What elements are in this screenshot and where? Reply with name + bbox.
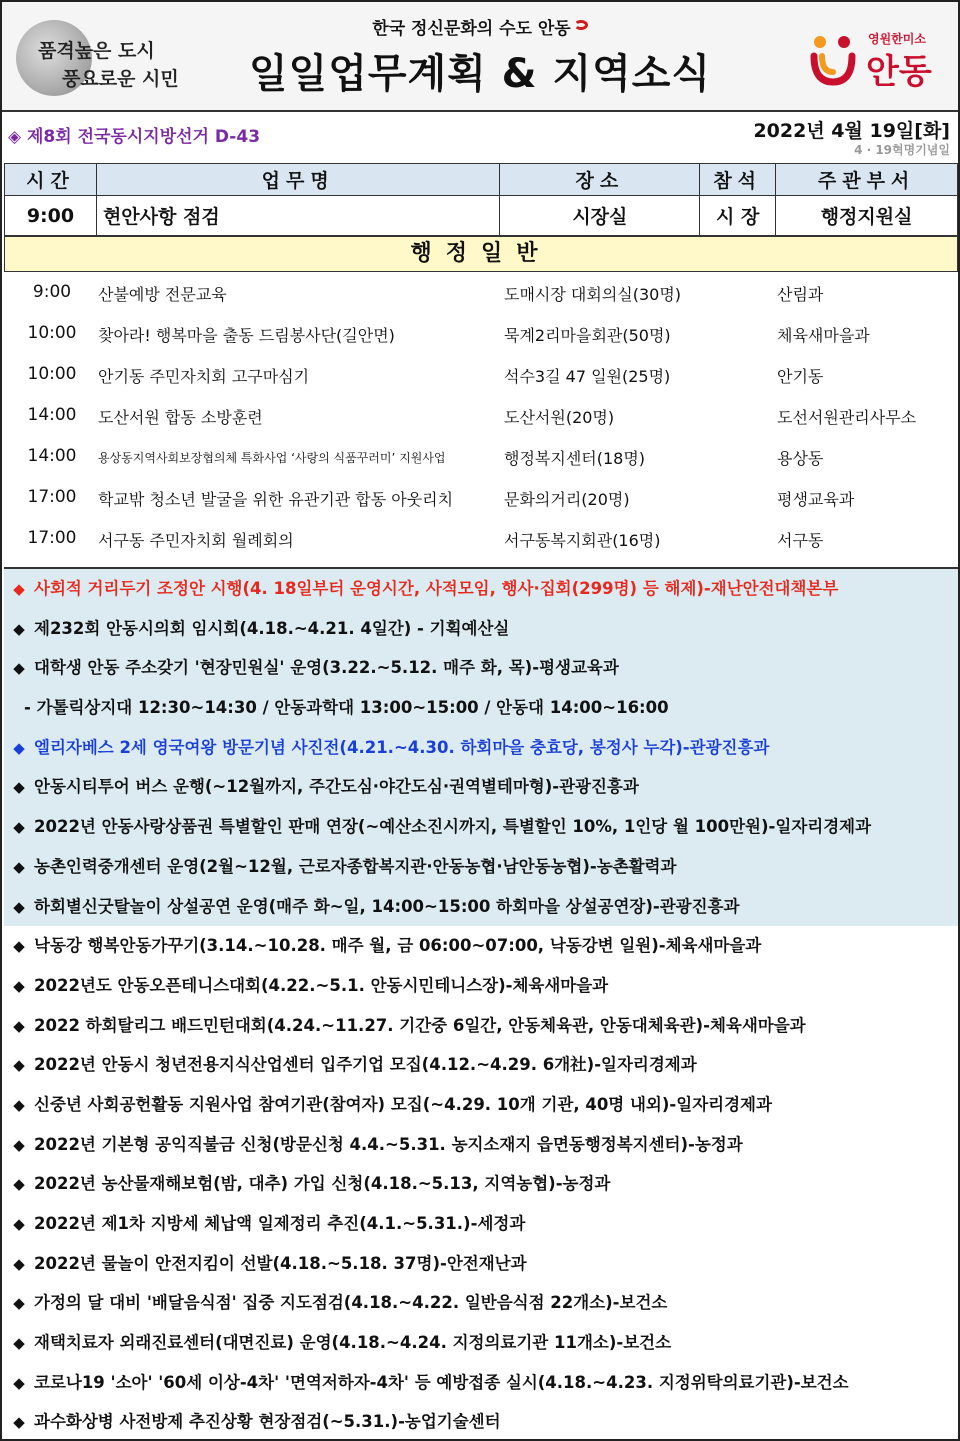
diamond-bullet-icon: ◆ bbox=[13, 897, 25, 916]
notice-item bbox=[4, 1164, 958, 1204]
andong-logo bbox=[808, 24, 938, 94]
list-item bbox=[4, 395, 958, 436]
table-row bbox=[5, 196, 958, 236]
diamond-bullet-icon: ◆ bbox=[13, 778, 25, 797]
item-dept: 도선서원관리사무소 bbox=[777, 408, 917, 427]
notice-item bbox=[4, 887, 958, 927]
notice-text: 2022년 기본형 공익직불금 신청(방문신청 4.4.~5.31. 농지소재지 읍면동행정복지센터)-농정과 bbox=[34, 1134, 743, 1154]
notice-text: 엘리자베스 2세 영국여왕 방문기념 사진전(4.21.~4.30. 하회마을 충효당, 봉정사 누각)-관광진흥과 bbox=[34, 737, 770, 757]
diamond-bullet-icon: ◆ bbox=[13, 1175, 25, 1194]
notice-text: 대학생 안동 주소갖기 '현장민원실' 운영(3.22.~5.12. 매주 화, 목)-평생교육과 bbox=[34, 658, 619, 678]
diamond-bullet-icon: ◆ bbox=[13, 937, 25, 956]
item-dept: 평생교육과 bbox=[777, 490, 855, 509]
cell-dept: 행정지원실 bbox=[776, 196, 958, 236]
item-time: 17:00 bbox=[27, 528, 77, 548]
notice-text: 2022 하회탈리그 배드민턴대회(4.24.~11.27. 기간중 6일간, 안동체육관, 안동대체육관)-체육새마을과 bbox=[34, 1015, 806, 1035]
diamond-bullet-icon: ◆ bbox=[13, 1016, 25, 1035]
page-title: 일일업무계획 & 지역소식 bbox=[248, 51, 712, 97]
header bbox=[2, 2, 958, 112]
item-place: 석수3길 47 일원(25명) bbox=[504, 367, 671, 386]
diamond-bullet-icon: ◆ bbox=[13, 738, 25, 757]
item-place: 서구동복지회관(16명) bbox=[504, 531, 661, 550]
election-countdown: ◈ 제8회 전국동시지방선거 D-43 bbox=[8, 127, 261, 147]
diamond-bullet-icon: ◆ bbox=[13, 1334, 25, 1353]
notice-text: 2022년 물놀이 안전지킴이 선발(4.18.~5.18. 37명)-안전재난과 bbox=[34, 1253, 527, 1273]
list-item bbox=[4, 354, 958, 395]
notice-item bbox=[4, 1125, 958, 1165]
item-task: 학교밖 청소년 발굴을 위한 유관기관 합동 아웃리치 bbox=[98, 490, 454, 509]
header-task: 업무명 bbox=[96, 164, 500, 196]
item-place: 문화의거리(20명) bbox=[504, 490, 630, 509]
item-dept: 산림과 bbox=[777, 285, 824, 304]
item-dept: 안기동 bbox=[777, 367, 824, 386]
slogan-line2: 풍요로운 시민 bbox=[62, 68, 179, 90]
item-time: 14:00 bbox=[27, 446, 77, 466]
admin-schedule-list bbox=[4, 272, 958, 566]
notice-item bbox=[4, 966, 958, 1006]
item-time: 10:00 bbox=[27, 323, 77, 343]
list-item bbox=[4, 477, 958, 518]
diamond-bullet-icon: ◆ bbox=[13, 1056, 25, 1075]
notice-text: 코로나19 '소아' '60세 이상-4차' '면역저하자-4차' 등 예방접종 실시(4.18.~4.23. 지정위탁의료기관)-보건소 bbox=[34, 1372, 849, 1392]
notice-text: 낙동강 행복안동가꾸기(3.14.~10.28. 매주 월, 금 06:00~07:00, 낙동강변 일원)-체육새마을과 bbox=[34, 936, 762, 956]
item-task: 용상동지역사회보장협의체 특화사업 ‘사랑의 식품꾸러미’ 지원사업 bbox=[98, 451, 446, 465]
header-time: 시간 bbox=[5, 164, 97, 196]
notice-list bbox=[4, 567, 958, 1441]
item-place: 묵계2리마을회관(50명) bbox=[504, 326, 671, 345]
notice-item bbox=[4, 609, 958, 649]
notice-text: 사회적 거리두기 조정안 시행(4. 18일부터 운영시간, 사적모임, 행사·집회(299명) 등 해제)-재난안전대책본부 bbox=[34, 579, 839, 598]
logo-name: 안동 bbox=[866, 52, 932, 92]
notice-item bbox=[4, 569, 958, 609]
diamond-bullet-icon: ◆ bbox=[13, 857, 25, 876]
notice-item bbox=[4, 1363, 958, 1403]
diamond-bullet-icon: ◆ bbox=[13, 1413, 25, 1432]
notice-text: 2022년 안동시 청년전용지식산업센터 입주기업 모집(4.12.~4.29. 6개社)-일자리경제과 bbox=[34, 1055, 697, 1075]
item-dept: 서구동 bbox=[777, 531, 824, 550]
item-task: 산불예방 전문교육 bbox=[98, 285, 227, 304]
notice-text: 안동시티투어 버스 운행(~12월까지, 주간도심·야간도심·권역별테마형)-관광진흥과 bbox=[34, 777, 639, 797]
notice-item bbox=[4, 1283, 958, 1323]
notice-item bbox=[4, 648, 958, 688]
header-attendee: 참석 bbox=[700, 164, 776, 196]
cell-attendee: 시 장 bbox=[700, 196, 776, 236]
notice-text: 하회별신굿탈놀이 상설공연 운영(매주 화~일, 14:00~15:00 하회마을 상설공연장)-관광진흥과 bbox=[34, 896, 740, 916]
slogan-line1: 품격높은 도시 bbox=[38, 40, 155, 62]
item-place: 도매시장 대회의실(30명) bbox=[504, 285, 682, 304]
item-time: 10:00 bbox=[27, 364, 77, 384]
diamond-bullet-icon: ◆ bbox=[13, 1294, 25, 1313]
header-subtitle-text: 한국 정신문화의 수도 안동 bbox=[372, 19, 571, 39]
notice-text: 2022년 안동사랑상품권 특별할인 판매 연장(~예산소진시까지, 특별할인 10%, 1인당 월 100만원)-일자리경제과 bbox=[34, 817, 872, 837]
cell-place: 시장실 bbox=[500, 196, 700, 236]
item-task: 안기동 주민자치회 고구마심기 bbox=[98, 367, 310, 386]
notice-item bbox=[4, 847, 958, 887]
notice-text: 2022년 농산물재해보험(밤, 대추) 가입 신청(4.18.~5.13, 지역농협)-농정과 bbox=[34, 1174, 611, 1194]
notice-item bbox=[4, 1204, 958, 1244]
cell-time: 9:00 bbox=[5, 196, 97, 236]
notice-item bbox=[4, 926, 958, 966]
item-task: 찾아라! 행복마을 출동 드림봉사단(길안면) bbox=[98, 326, 395, 345]
swirl-icon bbox=[574, 20, 588, 30]
diamond-bullet-icon: ◆ bbox=[13, 1095, 25, 1114]
diamond-bullet-icon: ◆ bbox=[13, 1135, 25, 1154]
notice-text: - 가톨릭상지대 12:30~14:30 / 안동과학대 13:00~15:00 / 안동대 14:00~16:00 bbox=[24, 698, 669, 718]
list-item bbox=[4, 272, 958, 313]
cell-task: 현안사항 점검 bbox=[96, 196, 500, 236]
notice-text: 신중년 사회공헌활동 지원사업 참여기관(참여자) 모집(~4.29. 10개 기관, 40명 내외)-일자리경제과 bbox=[34, 1094, 772, 1114]
item-task: 서구동 주민자치회 월례회의 bbox=[98, 531, 294, 550]
notice-item bbox=[4, 1244, 958, 1284]
table-header-row bbox=[5, 164, 958, 196]
diamond-bullet-icon: ◆ bbox=[13, 619, 25, 638]
notice-text: 과수화상병 사전방제 추진상황 현장점검(~5.31.)-농업기술센터 bbox=[34, 1412, 501, 1432]
date-holiday: 4 · 19혁명기념일 bbox=[854, 143, 950, 157]
diamond-bullet-icon: ◆ bbox=[13, 976, 25, 995]
notice-item bbox=[4, 807, 958, 847]
item-dept: 체육새마을과 bbox=[777, 326, 870, 345]
notice-text: 2022년도 안동오픈테니스대회(4.22.~5.1. 안동시민테니스장)-체육새마을과 bbox=[34, 975, 609, 995]
logo-tagline: 영원한미소 bbox=[868, 32, 926, 46]
header-place: 장소 bbox=[500, 164, 700, 196]
diamond-bullet-icon: ◆ bbox=[13, 1215, 25, 1233]
notice-text: 농촌인력중개센터 운영(2월~12월, 근로자종합복지관·안동농협·남안동농협)-농촌활력과 bbox=[34, 856, 677, 876]
list-item bbox=[4, 518, 958, 559]
item-place: 행정복지센터(18명) bbox=[504, 449, 646, 468]
item-task: 도산서원 합동 소방훈련 bbox=[98, 408, 263, 427]
list-item bbox=[4, 313, 958, 354]
notice-item bbox=[4, 688, 958, 728]
diamond-bullet-icon: ◆ bbox=[13, 659, 25, 678]
diamond-bullet-icon: ◆ bbox=[13, 818, 25, 837]
item-place: 도산서원(20명) bbox=[504, 408, 615, 427]
item-dept: 용상동 bbox=[777, 449, 824, 468]
notice-text: 제232회 안동시의회 임시회(4.18.~4.21. 4일간) - 기획예산실 bbox=[34, 618, 510, 638]
notice-text: 재택치료자 외래진료센터(대면진료) 운영(4.18.~4.24. 지정의료기관 11개소)-보건소 bbox=[34, 1333, 672, 1353]
date-main: 2022년 4월 19일[화] bbox=[753, 120, 950, 142]
notice-item bbox=[4, 1085, 958, 1125]
list-item bbox=[4, 436, 958, 477]
notice-item bbox=[4, 767, 958, 807]
item-time: 14:00 bbox=[27, 405, 77, 425]
item-time: 9:00 bbox=[32, 282, 72, 302]
section-title: 행정일반 bbox=[4, 236, 958, 272]
notice-text: 2022년 제1차 지방세 체납액 일제정리 추진(4.1.~5.31.)-세정과 bbox=[34, 1214, 526, 1233]
diamond-bullet-icon: ◆ bbox=[13, 1373, 25, 1392]
notice-item bbox=[4, 1006, 958, 1046]
notice-item bbox=[4, 728, 958, 768]
notice-item bbox=[4, 1045, 958, 1085]
diamond-bullet-icon: ◆ bbox=[13, 580, 25, 598]
diamond-bullet-icon: ◆ bbox=[13, 1254, 25, 1273]
item-time: 17:00 bbox=[27, 487, 77, 507]
notice-text: 가정의 달 대비 '배달음식점' 집중 지도점검(4.18.~4.22. 일반음식점 22개소)-보건소 bbox=[34, 1293, 668, 1313]
notice-item bbox=[4, 1402, 958, 1441]
notice-item bbox=[4, 1323, 958, 1363]
main-schedule-table bbox=[4, 163, 958, 236]
smile-logo-icon bbox=[808, 34, 858, 86]
header-dept: 주관부서 bbox=[776, 164, 958, 196]
